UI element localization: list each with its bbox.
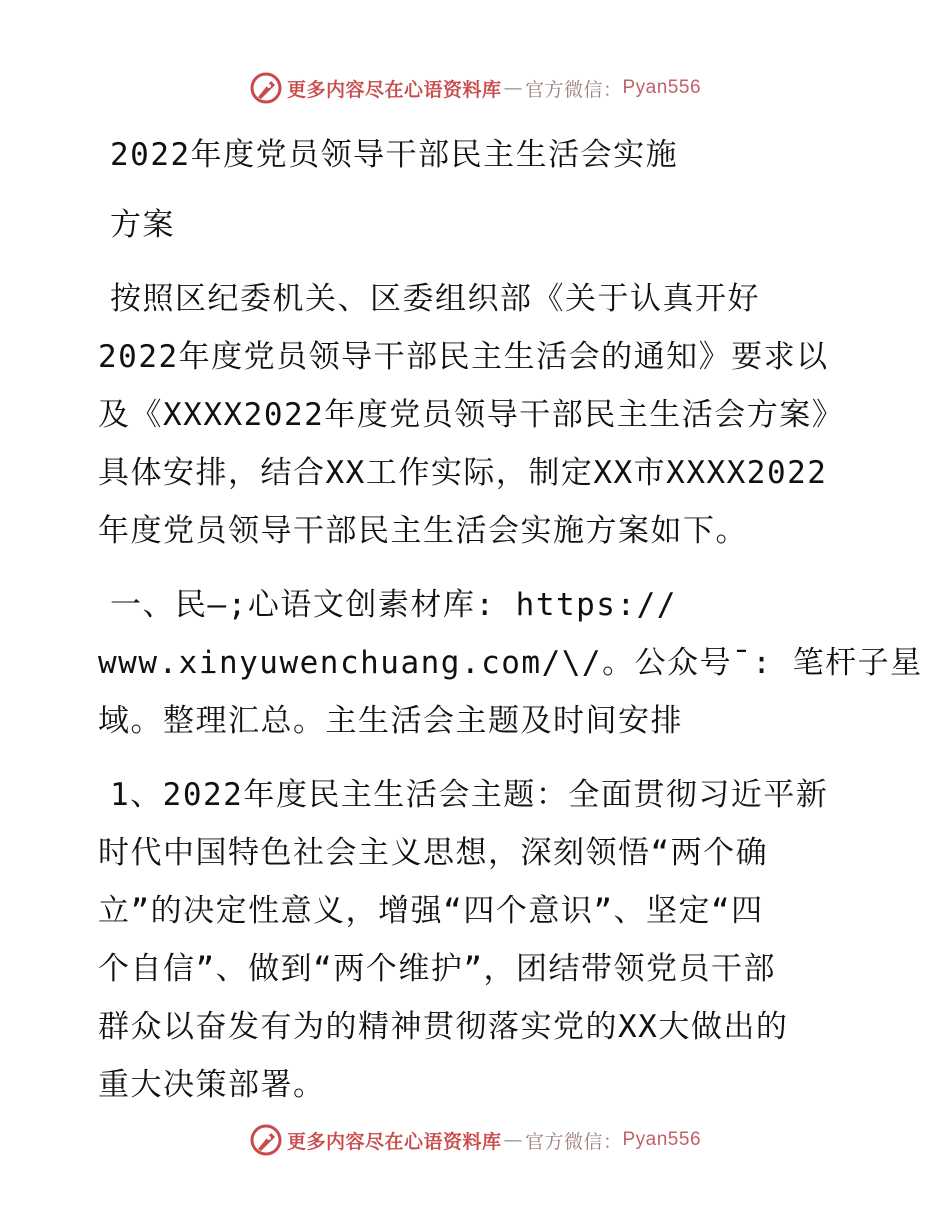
document-title-line-2: 方案 <box>110 207 175 243</box>
watermark-dash: — <box>503 1129 523 1151</box>
item-line: 重大决策部署。 <box>98 1067 326 1103</box>
watermark-main-text: 更多内容尽在心语资料库 <box>286 1130 502 1153</box>
item-line: 立”的决定性意义，增强“四个意识”、坚定“四 <box>98 893 764 929</box>
intro-line: 及《XXXX2022年度党员领导干部民主生活会方案》 <box>98 397 845 433</box>
item-line: 时代中国特色社会主义思想，深刻领悟“两个确 <box>98 835 769 871</box>
item-line: 1、2022年度民主生活会主题：全面贯彻习近平新 <box>110 777 829 813</box>
intro-line: 按照区纪委机关、区委组织部《关于认真开好 <box>110 281 760 317</box>
header-watermark <box>0 68 950 108</box>
section-heading-1 <box>98 576 923 750</box>
intro-paragraph <box>98 270 868 560</box>
footer-watermark <box>0 1120 950 1160</box>
watermark-main-text: 更多内容尽在心语资料库 <box>286 78 502 101</box>
watermark-wechat-id: Pyan556 <box>622 77 702 98</box>
section-line: www.xinyuwenchuang.com/\/。公众号¯: 笔杆子星 <box>98 645 923 681</box>
pen-nib-logo-icon <box>249 71 283 105</box>
document-title-line-1: 2022年度党员领导干部民主生活会实施 <box>110 137 679 173</box>
pen-nib-logo-icon <box>249 1123 283 1157</box>
intro-line: 2022年度党员领导干部民主生活会的通知》要求以 <box>98 339 829 375</box>
section-line: 一、民—;心语文创素材库: https:// <box>110 587 677 623</box>
intro-line: 具体安排，结合XX工作实际，制定XX市XXXX2022 <box>98 455 828 491</box>
watermark-dash: — <box>503 77 523 99</box>
item-line: 群众以奋发有为的精神贯彻落实党的XX大做出的 <box>98 1009 789 1045</box>
document-body <box>98 126 923 1114</box>
intro-line: 年度党员领导干部民主生活会实施方案如下。 <box>98 513 748 549</box>
item-1-paragraph <box>98 766 868 1114</box>
watermark-wechat-id: Pyan556 <box>622 1129 702 1150</box>
watermark-wechat-label: 官方微信： <box>524 78 623 101</box>
section-line: 域。整理汇总。主生活会主题及时间安排 <box>98 703 683 739</box>
watermark-wechat-label: 官方微信： <box>524 1130 623 1153</box>
item-line: 个自信”、做到“两个维护”，团结带领党员干部 <box>98 951 776 987</box>
